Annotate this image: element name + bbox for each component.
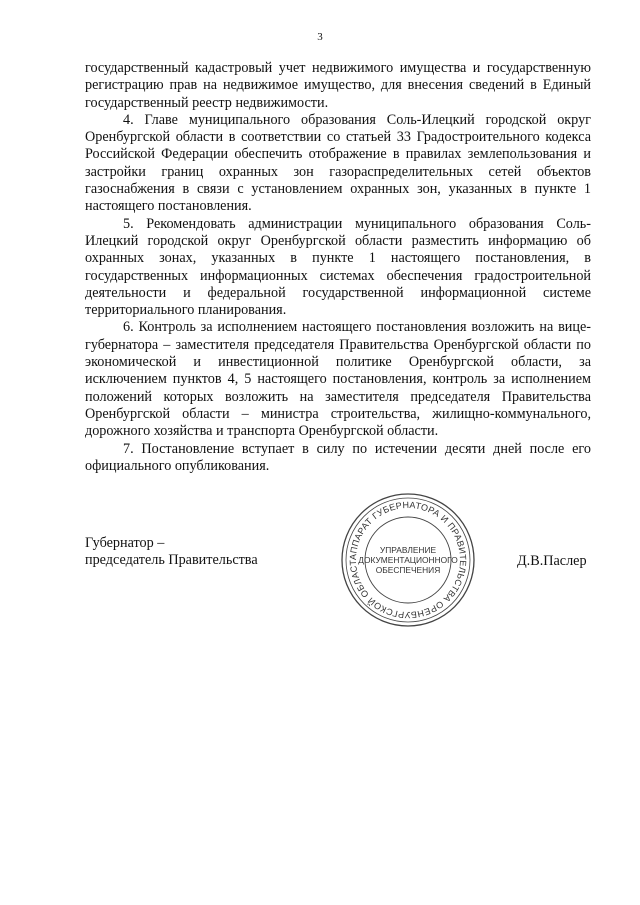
- stamp-center-line2: ДОКУМЕНТАЦИОННОГО: [358, 555, 458, 565]
- signatory-title: [85, 535, 258, 570]
- stamp-center-line3: ОБЕСПЕЧЕНИЯ: [375, 565, 441, 575]
- signatory-title-line2: председатель Правительства: [85, 552, 258, 569]
- stamp-center-line1: УПРАВЛЕНИЕ: [379, 545, 437, 555]
- paragraph-item-7: 7. Постановление вступает в силу по истечении десяти дней после его официального опубликования.: [85, 440, 591, 474]
- stamp-ring-text: АППАРАТ ГУБЕРНАТОРА И ПРАВИТЕЛЬСТВА ОРЕНБУРГСКОЙ ОБЛАСТ: [347, 499, 469, 621]
- paragraph-item-5: 5. Рекомендовать администрации муниципального образования Соль-Илецкий городской округ Оренбургской области разместить информацию об охранных зонах, указанных в пункте 1 настоящего постановления, в государственных информационных системах обеспечения градостроительной деятельности и федеральной государственной информационной системе территориального планирования.: [85, 215, 591, 319]
- document-body: [85, 60, 591, 475]
- signatory-name: Д.В.Паслер: [517, 553, 587, 569]
- paragraph-item-4: 4. Главе муниципального образования Соль-Илецкий городской округ Оренбургской области в соответствии со статьей 33 Градостроительного кодекса Российской Федерации обеспечить отображение в правилах землепользования и застройки границ охранных зон газораспределительных сетей объектов газоснабжения в связи с установлением охранных зон, указанных в пункте 1 настоящего постановления.: [85, 111, 591, 215]
- paragraph-continuation: государственный кадастровый учет недвижимого имущества и государственную регистрацию прав на недвижимое имущество, для внесения сведений в Единый государственный реестр недвижимости.: [85, 60, 591, 111]
- official-stamp: [338, 490, 478, 630]
- paragraph-item-6: 6. Контроль за исполнением настоящего постановления возложить на вице-губернатора – заместителя председателя Правительства Оренбургской области по экономической и инвестиционной политике Оренбургской области, за исключением пунктов 4, 5 настоящего постановления, контроль за исполнением положений которых возложить на заместителя председателя Правительства Оренбургской области – министра строительства, жилищно-коммунального, дорожного хозяйства и транспорта Оренбургской области.: [85, 319, 591, 440]
- signatory-title-line1: Губернатор –: [85, 535, 165, 551]
- stamp-center-text: [338, 490, 478, 630]
- page-number: 3: [317, 31, 323, 43]
